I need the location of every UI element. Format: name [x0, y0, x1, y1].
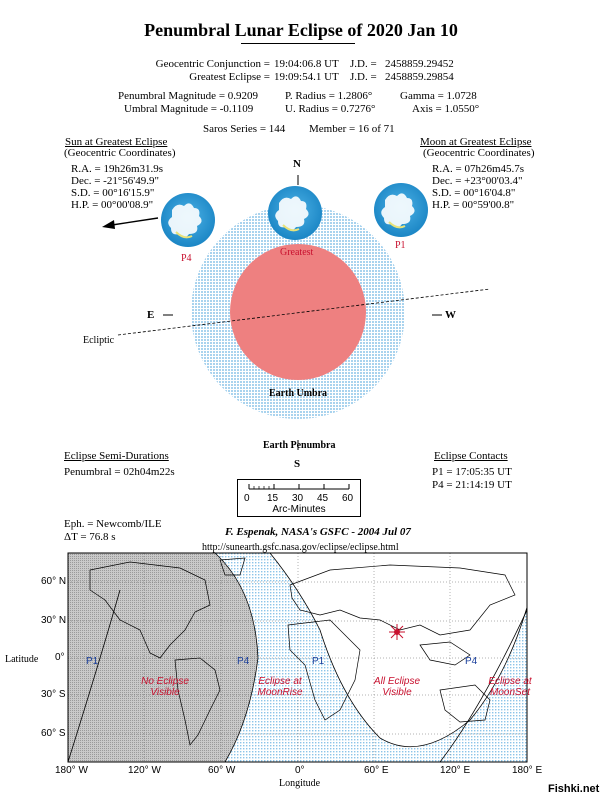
greatest-eclipse-jd-value: 2458859.29854 — [385, 71, 454, 83]
moon-ra: R.A. = 07h26m45.7s — [432, 163, 525, 175]
axis-value: Axis = 1.0550° — [412, 103, 480, 115]
semi-durations-heading: Eclipse Semi-Durations — [64, 450, 169, 462]
lat-tick-0: 0° — [55, 652, 65, 663]
north-label: N — [293, 158, 301, 170]
moon-hp: H.P. = 00°59'00.8" — [432, 199, 515, 211]
moon-subheading: (Geocentric Coordinates) — [423, 147, 535, 159]
greatest-moon-label: Greatest — [280, 247, 314, 258]
region-no-eclipse: No Eclipse Visible — [141, 676, 189, 698]
scale-ruler — [238, 480, 360, 494]
p4-moon-label: P4 — [181, 253, 192, 264]
sun-ra: R.A. = 19h26m31.9s — [71, 163, 164, 175]
lat-tick-60n: 60° N — [41, 576, 67, 587]
visibility-map — [0, 550, 602, 800]
gamma-value: Gamma = 1.0728 — [400, 90, 477, 102]
conjunction-jd-value: 2458859.29452 — [385, 58, 454, 70]
moon-dec: Dec. = +23°00'03.4" — [432, 175, 523, 187]
lon-tick-180w: 180° W — [55, 765, 88, 776]
earth-penumbra-label: Earth Penumbra — [263, 440, 336, 451]
scale-tick-60: 60 — [342, 493, 354, 504]
sublunar-point-icon — [389, 624, 405, 640]
penumbral-radius: P. Radius = 1.2806° — [285, 90, 373, 102]
umbral-radius: U. Radius = 0.7276° — [285, 103, 376, 115]
scale-label: Arc-Minutes — [272, 504, 326, 515]
lon-tick-120w: 120° W — [128, 765, 161, 776]
greatest-eclipse-label: Greatest Eclipse = — [189, 71, 270, 83]
map-p4-left: P4 — [237, 656, 250, 667]
moon-sd: S.D. = 00°16'04.8" — [432, 187, 516, 199]
lon-tick-180e: 180° E — [512, 765, 543, 776]
sun-subheading: (Geocentric Coordinates) — [64, 147, 176, 159]
saros-series: Saros Series = 144 — [203, 123, 286, 135]
conjunction-value: 19:04:06.8 UT — [274, 58, 339, 70]
west-label: W — [445, 309, 456, 321]
conjunction-label: Geocentric Conjunction = — [155, 58, 270, 70]
saros-member: Member = 16 of 71 — [309, 123, 395, 135]
longitude-axis-label: Longitude — [279, 778, 321, 789]
p1-moon-label: P1 — [395, 240, 406, 251]
region-moonset: Eclipse at MoonSet — [488, 676, 532, 698]
lat-tick-60s: 60° S — [41, 728, 66, 739]
moon-p4 — [161, 193, 215, 247]
sun-dec: Dec. = -21°56'49.9" — [71, 175, 159, 187]
author-credit: F. Espenak, NASA's GSFC - 2004 Jul 07 — [225, 526, 411, 538]
greatest-eclipse-jd-label: J.D. = — [350, 71, 377, 83]
penumbral-magnitude: Penumbral Magnitude = 0.9209 — [118, 90, 259, 102]
conjunction-jd-label: J.D. = — [350, 58, 377, 70]
map-p1-mid: P1 — [312, 656, 325, 667]
sun-hp: H.P. = 00°00'08.9" — [71, 199, 154, 211]
lat-tick-30n: 30° N — [41, 615, 67, 626]
map-p1-left: P1 — [86, 656, 99, 667]
lon-tick-60w: 60° W — [208, 765, 236, 776]
sun-heading: Sun at Greatest Eclipse — [65, 136, 168, 148]
title-divider — [241, 43, 355, 44]
lat-tick-30s: 30° S — [41, 689, 66, 700]
penumbral-duration: Penumbral = 02h04m22s — [64, 466, 175, 478]
scale-tick-30: 30 — [292, 493, 304, 504]
lon-tick-0: 0° — [295, 765, 305, 776]
arc-minute-scale — [237, 479, 361, 517]
lon-tick-120e: 120° E — [440, 765, 471, 776]
scale-tick-15: 15 — [267, 493, 279, 504]
earth-umbra-disk — [230, 244, 366, 380]
earth-umbra-label: Earth Umbra — [269, 388, 328, 399]
region-moonrise: Eclipse at MoonRise — [257, 676, 303, 698]
scale-tick-0: 0 — [244, 493, 250, 504]
south-label: S — [294, 458, 301, 470]
contacts-heading: Eclipse Contacts — [434, 450, 508, 462]
ecliptic-label: Ecliptic — [83, 335, 115, 346]
east-label: E — [147, 309, 155, 321]
source-url: http://sunearth.gsfc.nasa.gov/eclipse/eclipse.html — [202, 542, 399, 553]
moon-heading: Moon at Greatest Eclipse — [420, 136, 532, 148]
contact-p1: P1 = 17:05:35 UT — [432, 466, 512, 478]
region-all-eclipse: All Eclipse Visible — [373, 676, 421, 698]
scale-tick-45: 45 — [317, 493, 329, 504]
sun-sd: S.D. = 00°16'15.9" — [71, 187, 155, 199]
moon-p1 — [374, 183, 428, 237]
moon-greatest — [268, 186, 322, 240]
greatest-eclipse-value: 19:09:54.1 UT — [274, 71, 339, 83]
map-p4-right: P4 — [465, 656, 478, 667]
eclipse-diagram — [0, 150, 602, 480]
delta-t: ΔT = 76.8 s — [64, 531, 116, 543]
lon-tick-60e: 60° E — [364, 765, 389, 776]
contact-p4: P4 = 21:14:19 UT — [432, 479, 512, 491]
latitude-axis-label: Latitude — [5, 654, 39, 665]
umbral-magnitude: Umbral Magnitude = -0.1109 — [124, 103, 254, 115]
watermark: Fishki.net — [548, 783, 600, 795]
moon-motion-arrow-icon — [102, 218, 158, 229]
ephemeris: Eph. = Newcomb/ILE — [64, 518, 162, 530]
page-title: Penumbral Lunar Eclipse of 2020 Jan 10 — [144, 20, 458, 40]
